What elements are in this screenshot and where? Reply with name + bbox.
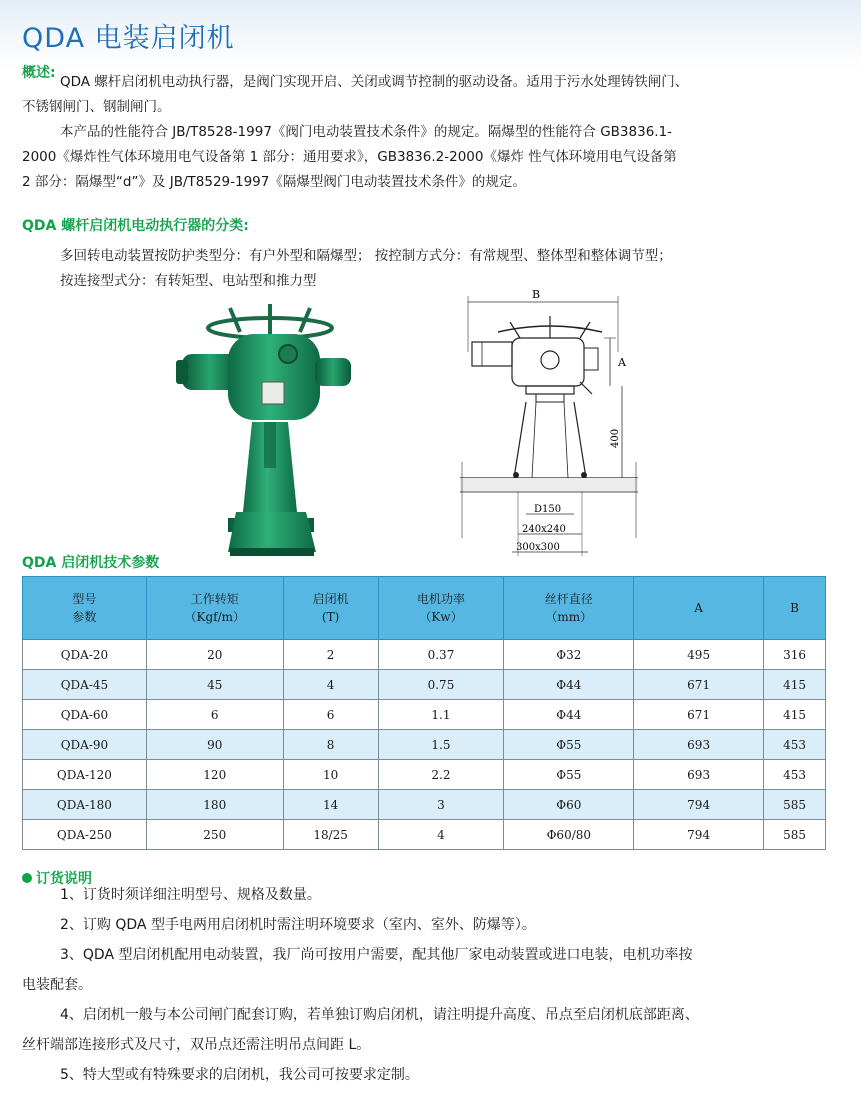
cell: 14 — [283, 790, 378, 820]
overview-p1b: 不锈钢闸门、钢制闸门。 — [22, 99, 171, 115]
label-240: 240x240 — [522, 524, 566, 535]
overview-text — [22, 70, 834, 195]
spec-table — [22, 576, 826, 850]
cell: Φ44 — [504, 700, 634, 730]
table-row — [23, 640, 826, 670]
cell: 453 — [764, 730, 826, 760]
cell: 45 — [146, 670, 283, 700]
cell: Φ32 — [504, 640, 634, 670]
cell: 6 — [283, 700, 378, 730]
overview-p1: QDA 螺杆启闭机电动执行器，是阀门实现开启、关闭或调节控制的驱动设备。适用于污水处理铸铁闸门、 — [60, 74, 689, 90]
cell: 3 — [378, 790, 504, 820]
cell: 693 — [634, 760, 764, 790]
order-item-5: 5、特大型或有特殊要求的启闭机，我公司可按要求定制。 — [60, 1067, 419, 1083]
cell: QDA-90 — [23, 730, 147, 760]
table-row — [23, 730, 826, 760]
table-row — [23, 670, 826, 700]
cell: 415 — [764, 700, 826, 730]
cell: 4 — [378, 820, 504, 850]
cell: 794 — [634, 820, 764, 850]
cell: QDA-60 — [23, 700, 147, 730]
col-header-power: 电机功率 （Kw） — [378, 577, 504, 640]
cell: Φ44 — [504, 670, 634, 700]
order-item-2: 2、订购 QDA 型手电两用启闭机时需注明环境要求（室内、室外、防爆等）。 — [60, 917, 536, 933]
cell: QDA-180 — [23, 790, 147, 820]
cell: 693 — [634, 730, 764, 760]
col-header-model: 型号 参数 — [23, 577, 147, 640]
label-300: 300x300 — [516, 542, 560, 553]
cell: 671 — [634, 670, 764, 700]
cell: 18/25 — [283, 820, 378, 850]
table-label: QDA 启闭机技术参数 — [22, 555, 160, 571]
table-row — [23, 820, 826, 850]
order-item-1: 1、订货时须详细注明型号、规格及数量。 — [60, 887, 321, 903]
cell: Φ55 — [504, 730, 634, 760]
classification-line1: 多回转电动装置按防护类型分：有户外型和隔爆型； 按控制方式分：有常规型、整体型和整体调节型； — [60, 248, 672, 264]
table-row — [23, 790, 826, 820]
cell: 585 — [764, 820, 826, 850]
cell: QDA-45 — [23, 670, 147, 700]
cell: 415 — [764, 670, 826, 700]
cell: 4 — [283, 670, 378, 700]
col-header-screw: 丝杆直径 （mm） — [504, 577, 634, 640]
overview-label: 概述: — [22, 65, 56, 81]
cell: 0.75 — [378, 670, 504, 700]
cell: 1.1 — [378, 700, 504, 730]
cell: 316 — [764, 640, 826, 670]
classification-line2: 按连接型式分：有转矩型、电站型和推力型 — [60, 273, 317, 289]
cell: 0.37 — [378, 640, 504, 670]
col-header-a: A — [634, 577, 764, 640]
order-item-4: 4、启闭机一般与本公司闸门配套订购，若单独订购启闭机，请注明提升高度、吊点至启闭机底部距离、 — [60, 1007, 699, 1023]
label-B: B — [532, 288, 541, 301]
table-row — [23, 700, 826, 730]
cell: 6 — [146, 700, 283, 730]
cell: 2 — [283, 640, 378, 670]
table-row — [23, 760, 826, 790]
cell: Φ55 — [504, 760, 634, 790]
overview-p2: 本产品的性能符合 JB/T8528-1997《阀门电动装置技术条件》的规定。隔爆型的性能符合 GB3836.1- — [60, 124, 673, 140]
order-label-text: 订货说明 — [36, 871, 92, 887]
cell: 585 — [764, 790, 826, 820]
col-header-hoist: 启闭机 (T) — [283, 577, 378, 640]
cell: Φ60/80 — [504, 820, 634, 850]
cell: QDA-20 — [23, 640, 147, 670]
col-header-b: B — [764, 577, 826, 640]
label-D150: D150 — [534, 504, 562, 515]
order-item-3b: 电装配套。 — [22, 977, 92, 993]
label-A: A — [618, 356, 626, 369]
dimension-drawing — [440, 282, 650, 558]
cell: Φ60 — [504, 790, 634, 820]
order-item-3: 3、QDA 型启闭机配用电动装置，我厂尚可按用户需要，配其他厂家电动装置或进口电装，电机功率按 — [60, 947, 693, 963]
product-photo — [170, 300, 370, 560]
cell: 671 — [634, 700, 764, 730]
cell: 20 — [146, 640, 283, 670]
cell: 250 — [146, 820, 283, 850]
order-text — [22, 880, 834, 1090]
cell: 90 — [146, 730, 283, 760]
cell: QDA-120 — [23, 760, 147, 790]
cell: 120 — [146, 760, 283, 790]
overview-p2b: 2000《爆炸性气体环境用电气设备第 1 部分：通用要求》，GB3836.2-2000《爆炸 性气体环境用电气设备第 — [22, 149, 677, 165]
col-header-torque: 工作转矩 （Kgf/m） — [146, 577, 283, 640]
cell: 1.5 — [378, 730, 504, 760]
page-title: QDA 电装启闭机 — [22, 23, 235, 54]
cell: QDA-250 — [23, 820, 147, 850]
cell: 495 — [634, 640, 764, 670]
cell: 453 — [764, 760, 826, 790]
cell: 2.2 — [378, 760, 504, 790]
order-item-4b: 丝杆端部连接形式及尺寸，双吊点还需注明吊点间距 L。 — [22, 1037, 371, 1053]
label-400: 400 — [610, 428, 621, 448]
cell: 8 — [283, 730, 378, 760]
classification-label: QDA 螺杆启闭机电动执行器的分类: — [22, 218, 249, 234]
cell: 10 — [283, 760, 378, 790]
cell: 794 — [634, 790, 764, 820]
cell: 180 — [146, 790, 283, 820]
overview-p2c: 2 部分：隔爆型“d”》及 JB/T8529-1997《隔爆型阀门电动装置技术条件》的规定。 — [22, 174, 526, 190]
table-header-row — [23, 577, 826, 640]
